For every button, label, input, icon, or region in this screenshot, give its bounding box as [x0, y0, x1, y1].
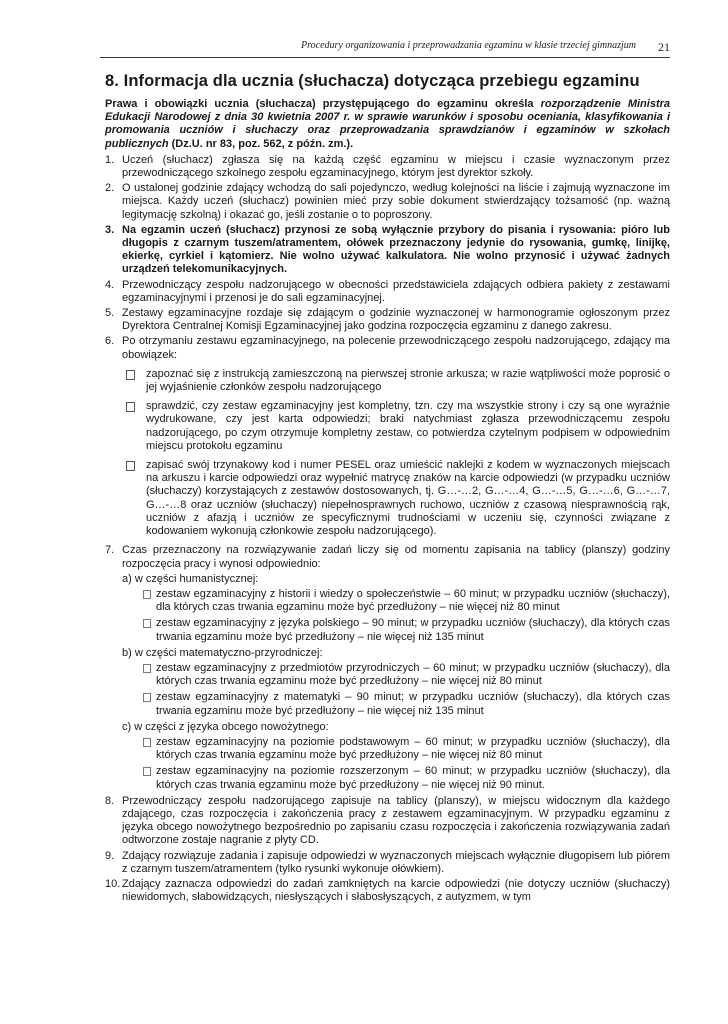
list-item — [105, 878, 670, 904]
intro-regulation: rozporządzenie Ministra Edukacji Narodowej z dnia 30 kwietnia 2007 r. w sprawie warunków i sposobu oceniania, klasyfikowania i promowania uczniów i słuchaczy oraz przeprowadzania sprawdzianów i egzaminów w szkołach publicznych — [105, 98, 671, 150]
rules-list — [105, 154, 670, 905]
item-text: Na egzamin uczeń (słuchacz) przynosi ze sobą wyłącznie przybory do pisania i rysowania: pióro lub długopis z czarnym tuszem/atramentem, ołówek przeznaczony jedynie do rysowania, gumkę, linijkę, ekierkę, cyrkiel i kątomierz. Nie wolno używać kalkulatora. Nie wolno przynosić i używać żadnych urządzeń telekomunikacyjnych. — [122, 223, 670, 276]
obligation-text: zapoznać się z instrukcją zamieszczoną na pierwszej stronie arkusza; w razie wątpliwości może poprosić o jej wyjaśnienie członków zespołu nadzorującego — [146, 367, 670, 394]
obligation-item — [122, 400, 670, 453]
obligation-item — [122, 368, 670, 394]
item-number: 1. — [105, 153, 115, 166]
checkbox-square-icon — [143, 664, 151, 673]
checkbox-square-icon — [143, 693, 151, 702]
exam-time-list — [122, 588, 670, 644]
list-item — [105, 224, 670, 277]
checkbox-square-icon — [143, 738, 151, 747]
item-text: Zdający zaznacza odpowiedzi do zadań zamkniętych na karcie odpowiedzi (nie dotyczy uczniów (słuchaczy) niewidomych, słabowidzących, niesłyszących i słabosłyszących, z autyzmem, w tym — [122, 877, 670, 904]
exam-time-item — [142, 662, 670, 688]
exam-time-text: zestaw egzaminacyjny z matematyki – 90 minut; w przypadku uczniów (słuchaczy), dla których czas trwania egzaminu może być przedłużony – nie więcej niż 135 minut — [156, 691, 670, 717]
list-item — [105, 795, 670, 848]
exam-time-item — [142, 617, 670, 643]
exam-time-list — [122, 736, 670, 792]
intro-suffix: (Dz.U. nr 83, poz. 562, z późn. zm.). — [168, 137, 354, 150]
obligation-item — [122, 459, 670, 538]
obligation-text: sprawdzić, czy zestaw egzaminacyjny jest kompletny, tzn. czy ma wszystkie strony i czy są one wyraźnie wydrukowane, czy jest karta odpowiedzi; braki natychmiast zgłasza przewodniczącemu zespołu nadzorującego, po czym otrzymuje kompletny zestaw, co potwierdza czytelnym podpisem w odpowiednim miejscu protokołu egzaminu — [146, 400, 670, 452]
item-number: 6. — [105, 335, 115, 348]
exam-part-label: a) w części humanistycznej: — [122, 572, 259, 585]
section-title: 8. Informacja dla ucznia (słuchacza) dotycząca przebiegu egzaminu — [105, 72, 640, 90]
list-item — [105, 850, 670, 876]
page-number: 21 — [658, 40, 670, 54]
item-number: 4. — [105, 278, 115, 291]
item-number: 8. — [105, 794, 115, 807]
exam-part-foreign-language — [122, 721, 670, 792]
item-number: 9. — [105, 849, 115, 862]
section-intro — [105, 98, 670, 151]
item-text: Przewodniczący zespołu nadzorującego w obecności przedstawiciela zdających odbiera pakiety z zestawami egzaminacyjnymi i przenosi je do sali egzaminacyjnej. — [122, 278, 670, 304]
obligations-list — [122, 368, 670, 538]
list-item — [105, 279, 670, 305]
exam-part-label: c) w części z języka obcego nowożytnego: — [122, 720, 329, 733]
item-number: 7. — [105, 544, 115, 557]
list-item — [105, 544, 670, 791]
exam-time-text: zestaw egzaminacyjny z języka polskiego – 90 minut; w przypadku uczniów (słuchaczy), dla których czas trwania egzaminu może być przedłużony – nie więcej niż 135 minut — [156, 617, 670, 643]
running-header — [100, 40, 670, 58]
exam-time-list — [122, 662, 670, 718]
item-text: Zdający rozwiązuje zadania i zapisuje odpowiedzi w wyznaczonych miejscach wyłącznie długopisem lub piórem z czarnym tuszem/atramentem (tylko rysunki wykonuje ołówkiem). — [122, 849, 670, 875]
exam-part-label: b) w części matematyczno-przyrodniczej: — [122, 646, 323, 659]
item-text: Przewodniczący zespołu nadzorującego zapisuje na tablicy (planszy), w miejscu widocznym dla każdego zdającego, czas rozpoczęcia i zakończenia pracy z zestawem egzaminacyjnym. W przypadku egzaminu z języka obcego nowożytnego bezpośrednio po zapisaniu czasu rozpoczęcia i zakończenia rozwiązywania zadań odtworzone zostaje nagranie z płyty CD. — [122, 794, 670, 847]
exam-time-text: zestaw egzaminacyjny z przedmiotów przyrodniczych – 60 minut; w przypadku uczniów (słuchaczy), dla których czas trwania egzaminu może być przedłużony – nie więcej niż 80 minut — [156, 661, 670, 688]
exam-time-item — [142, 736, 670, 762]
exam-time-item — [142, 588, 670, 614]
checkbox-square-icon — [143, 767, 151, 776]
checkbox-square-icon — [126, 461, 135, 471]
item-text: O ustalonej godzinie zdający wchodzą do sali pojedynczo, według kolejności na liście i zajmują wyznaczone im miejsca. Każdy uczeń (słuchacz) powinien mieć przy sobie dokument stwierdzający tożsamość (np. ważną legitymację szkolną) i okazać go, jeśli zostanie o to poproszony. — [122, 182, 670, 221]
exam-time-text: zestaw egzaminacyjny z historii i wiedzy o społeczeństwie – 60 minut; w przypadku uczniów (słuchaczy), dla których czas trwania egzaminu może być przedłużony – nie więcej niż 80 minut — [156, 587, 670, 614]
content — [105, 72, 670, 906]
list-item — [105, 154, 670, 180]
running-title: Procedury organizowania i przeprowadzania egzaminu w klasie trzeciej gimnazjum — [301, 40, 636, 51]
item-text: Zestawy egzaminacyjne rozdaje się zdającym o godzinie wyznaczonej w harmonogramie ogłoszonym przez Dyrektora Centralnej Komisji Egzaminacyjnej jako godzina rozpoczęcia egzaminu z danego zakresu. — [122, 307, 670, 333]
item-text: Czas przeznaczony na rozwiązywanie zadań liczy się od momentu zapisania na tablicy (planszy) godziny rozpoczęcia pracy i wynosi odpowiednio: — [122, 544, 670, 570]
item-number: 2. — [105, 182, 115, 195]
exam-part-math-science — [122, 647, 670, 718]
exam-part-humanities — [122, 573, 670, 644]
exam-time-item — [142, 691, 670, 717]
exam-time-text: zestaw egzaminacyjny na poziomie podstawowym – 60 minut; w przypadku uczniów (słuchaczy), dla których czas trwania egzaminu może być przedłużony – nie więcej niż 80 minut — [156, 735, 670, 762]
obligation-text: zapisać swój trzynakowy kod i numer PESEL oraz umieścić naklejki z kodem w wyznaczonych miejscach na arkuszu i karcie odpowiedzi oraz wypełnić matrycę znaków na karcie odpowiedzi (w przypadku uczniów (słuchaczy) korzystających z zestawów dostosowanych, tj. G…-…2, G…-…4, G…-…5, G…-…6, G…-…7, G…-…8 oraz uczniów (słuchaczy) niepełnosprawnych ruchowo, uczniów z czasową niesprawnością rąk, uczniów z afazją i uczniów ze specyficznymi trudnościami w uczeniu się, czynności związane z kodowaniem wykonują członkowie zespołu nadzorującego). — [146, 459, 670, 538]
exam-time-text: zestaw egzaminacyjny na poziomie rozszerzonym – 60 minut; w przypadku uczniów (słuchaczy), dla których czas trwania egzaminu może być przedłużony – nie więcej niż 90 minut. — [156, 765, 670, 791]
item-number: 10. — [105, 877, 121, 890]
exam-time-item — [142, 765, 670, 791]
list-item — [105, 182, 670, 222]
intro-prefix: Prawa i obowiązki ucznia (słuchacza) przystępującego do egzaminu określa — [105, 98, 541, 110]
item-text: Po otrzymaniu zestawu egzaminacyjnego, na polecenie przewodniczącego zespołu nadzorującego, zdający ma obowiązek: — [122, 335, 670, 361]
item-text: Uczeń (słuchacz) zgłasza się na każdą część egzaminu w miejscu i czasie wyznaczonym przez przewodniczącego szkolnego zespołu egzaminacyjnego, którym jest dyrektor szkoły. — [122, 153, 670, 180]
checkbox-square-icon — [143, 619, 151, 628]
item-number: 5. — [105, 307, 115, 320]
checkbox-square-icon — [126, 402, 135, 412]
list-item — [105, 335, 670, 538]
checkbox-square-icon — [126, 370, 135, 380]
list-item — [105, 307, 670, 333]
checkbox-square-icon — [143, 590, 151, 599]
item-number: 3. — [105, 223, 115, 236]
